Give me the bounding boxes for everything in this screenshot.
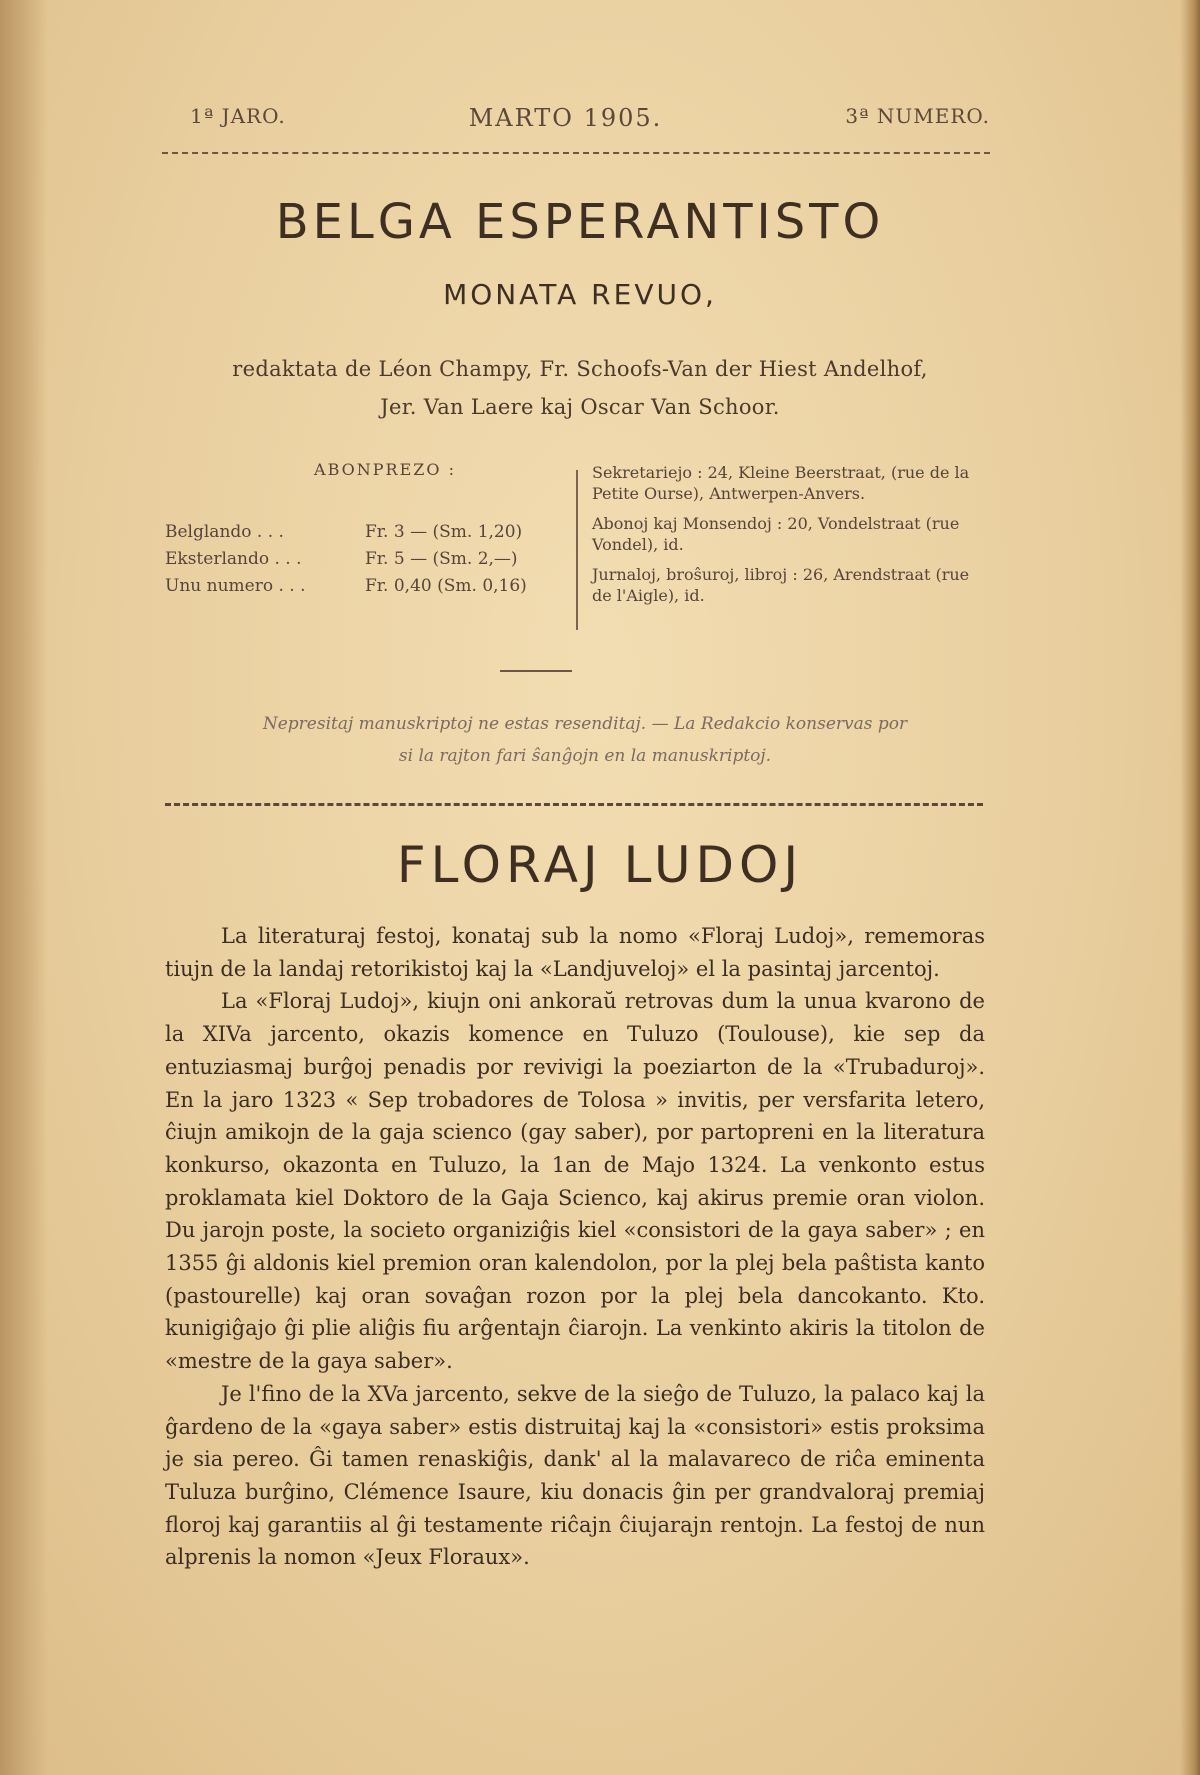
editors-credit (165, 350, 995, 426)
price-value: Fr. 5 — (Sm. 2,—) (365, 549, 518, 569)
journal-title: BELGA ESPERANTISTO (275, 194, 885, 250)
issue-number-label: 3ª NUMERO. (845, 104, 990, 128)
price-value: Fr. 0,40 (Sm. 0,16) (365, 576, 527, 596)
article-paragraph: La literaturaj festoj, konataj sub la nomo «Floraj Ludoj», rememoras tiujn de la landaj retorikistoj kaj la «Landjuveloj» el la pasintaj jarcentoj. (165, 924, 985, 981)
short-divider (500, 670, 572, 672)
price-row (165, 546, 565, 573)
price-label: Eksterlando . . . (165, 549, 302, 569)
editors-line-1: redaktata de Léon Champy, Fr. Schoofs-Van der Hiest Andelhof, (232, 357, 928, 381)
header-divider (162, 152, 990, 154)
price-label: Unu numero . . . (165, 576, 306, 596)
editors-line-2: Jer. Van Laere kaj Oscar Van Schoor. (380, 395, 780, 419)
article-paragraph: Je l'fino de la XVa jarcento, sekve de la sieĝo de Tuluzo, la palaco kaj la ĝardeno de la «gaya saber» estis distruitaj kaj la «consistori» estis proksima je sia pereo. Ĝi tamen renaskiĝis, dank' al la malavareco de riĉa eminenta Tuluza burĝino, Clémence Isaure, kiu donacis ĝin per grandvaloraj premiaj floroj kaj garantiis al ĝi testamente riĉajn ĉiujarajn rentojn. La festoj de nun alprenis la nomon «Jeux Floraux». (165, 1381, 985, 1570)
article-title: FLORAJ LUDOJ (396, 836, 804, 894)
price-row (165, 573, 565, 600)
contact-addresses (592, 462, 992, 615)
notice-line-1: Nepresitaj manuskriptoj ne estas resenditaj. — La Redakcio konservas por (262, 714, 908, 734)
masthead-divider (165, 803, 983, 806)
journal-subtitle: MONATA REVUO, (443, 278, 717, 311)
column-divider (576, 470, 578, 630)
prices-heading: ABONPREZO : (314, 460, 456, 479)
date-label: MARTO 1905. (468, 104, 663, 132)
address-publications: Jurnaloj, broŝuroj, libroj : 26, Arendstraat (rue de l'Aigle), id. (592, 565, 970, 605)
price-value: Fr. 3 — (Sm. 1,20) (365, 522, 523, 542)
notice-line-2: si la rajton fari ŝanĝojn en la manuskriptoj. (398, 746, 772, 766)
editorial-notice (195, 708, 975, 772)
address-subscriptions: Abonoj kaj Monsendoj : 20, Vondelstraat (rue Vondel), id. (592, 514, 960, 554)
issue-header (190, 104, 990, 132)
year-label: 1ª JARO. (190, 104, 286, 128)
price-row (165, 519, 565, 546)
address-secretariat: Sekretariejo : 24, Kleine Beerstraat, (rue de la Petite Ourse), Antwerpen-Anvers. (592, 463, 970, 503)
article-body (165, 920, 985, 1574)
article-paragraph: La «Floraj Ludoj», kiujn oni ankoraŭ retrovas dum la unua kvarono de la XIVa jarcento, okazis komence en Tuluzo (Toulouse), kie sep da entuziasmaj burĝoj penadis por revivigi la poeziarton de la «Trubaduroj». En la jaro 1323 « Sep trobadores de Tolosa » invitis, per versfarita letero, ĉiujn amikojn de la gaja scienco (gay saber), por partopreni en la literatura konkurso, okazonta en Tuluzo, la 1an de Majo 1324. La venkonto estus proklamata kiel Doktoro de la Gaja Scienco, kaj akirus premie oran violon. Du jarojn poste, la societo organiziĝis kiel «consistori de la gaya saber» ; en 1355 ĝi aldonis kiel premion oran kalendolon, por la plej bela paŝtista kanto (pastourelle) kaj oran sovaĝan rozon por la plej bela dancokanto. Kto. kunigiĝajo ĝi plie aliĝis fiu arĝentajn ĉiarojn. La venkinto akiris la titolon de «mestre de la gaya saber». (165, 989, 985, 1374)
subscription-prices (165, 460, 565, 600)
price-label: Belglando . . . (165, 522, 284, 542)
